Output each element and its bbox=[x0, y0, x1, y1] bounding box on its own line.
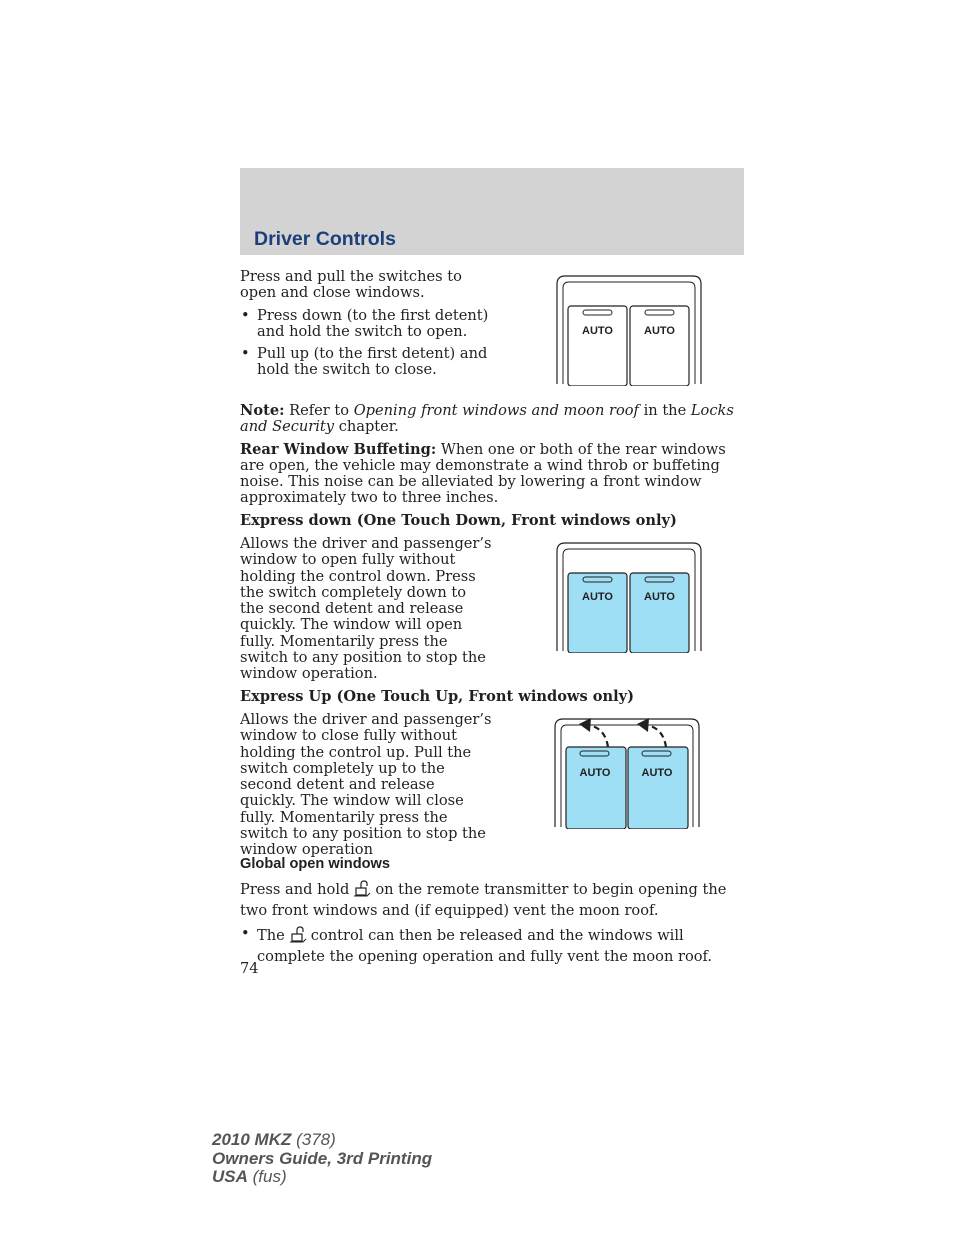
page-number: 74 bbox=[240, 960, 259, 977]
footer-line-guide: Owners Guide, 3rd Printing bbox=[212, 1148, 433, 1168]
unlock-icon bbox=[353, 879, 371, 902]
right-switch bbox=[628, 747, 688, 829]
section-title: Driver Controls bbox=[254, 228, 396, 250]
express-up-heading: Express Up (One Touch Up, Front windows only) bbox=[240, 688, 635, 705]
window-switch-figure-neutral bbox=[555, 274, 703, 386]
right-switch-label: AUTO bbox=[644, 325, 675, 337]
footer-imprint bbox=[212, 1131, 432, 1187]
left-switch-label: AUTO bbox=[582, 325, 613, 337]
left-switch bbox=[566, 747, 626, 829]
intro-bullet-open: • Press down (to the first detent) and hold the switch to open. bbox=[240, 308, 492, 341]
footer-line-market: USA (fus) bbox=[212, 1167, 287, 1186]
right-switch bbox=[630, 306, 689, 386]
global-open-heading: Global open windows bbox=[240, 856, 390, 872]
note-paragraph: Note: Refer to Opening front windows and moon roof in the Locks and Security chapter. bbox=[240, 402, 734, 436]
window-switch-figure-express-up bbox=[553, 717, 701, 829]
right-switch-label: AUTO bbox=[641, 767, 673, 779]
note-block bbox=[240, 403, 745, 529]
unlock-icon bbox=[289, 925, 307, 948]
global-open-paragraph: Press and hold on the remote transmitter to begin opening the two front windows and (if equipped) vent the moon roof. bbox=[240, 881, 727, 919]
left-switch bbox=[568, 573, 627, 653]
intro-block bbox=[240, 269, 492, 379]
express-down-heading: Express down (One Touch Down, Front windows only) bbox=[240, 511, 677, 529]
global-open-block bbox=[240, 879, 745, 966]
section-header bbox=[240, 168, 744, 255]
buffeting-paragraph: Rear Window Buffeting: When one or both of the rear windows are open, the vehicle may demonstrate a wind throb or buffeting noise. This noise can be alleviated by lowering a front window approximately two to three inches. bbox=[240, 440, 726, 507]
express-down-text: Allows the driver and passenger’s window to open fully without holding the control down. Press the switch completely down to the second detent and release quickly. The window will open fully. Momentarily press the switch to any position to stop the window operation. bbox=[240, 535, 492, 683]
left-switch-label: AUTO bbox=[579, 767, 611, 779]
window-switch-figure-express-down bbox=[555, 541, 703, 653]
footer-line-model: 2010 MKZ (378) bbox=[212, 1130, 336, 1149]
intro-text: Press and pull the switches to open and close windows. bbox=[240, 268, 462, 302]
left-switch-label: AUTO bbox=[582, 591, 613, 603]
intro-bullet-close: • Pull up (to the first detent) and hold the switch to close. bbox=[240, 346, 492, 379]
right-switch-label: AUTO bbox=[644, 591, 675, 603]
global-open-bullet: • The control can then be released and the windows will complete the opening operation and fully vent the moon roof. bbox=[240, 925, 745, 966]
right-switch bbox=[630, 573, 689, 653]
left-switch bbox=[568, 306, 627, 386]
express-up-text: Allows the driver and passenger’s window to close fully without holding the control up. Pull the switch completely up to the second detent and release quickly. The window will close fully. Momentarily press the switch to any position to stop the window operation bbox=[240, 711, 492, 859]
